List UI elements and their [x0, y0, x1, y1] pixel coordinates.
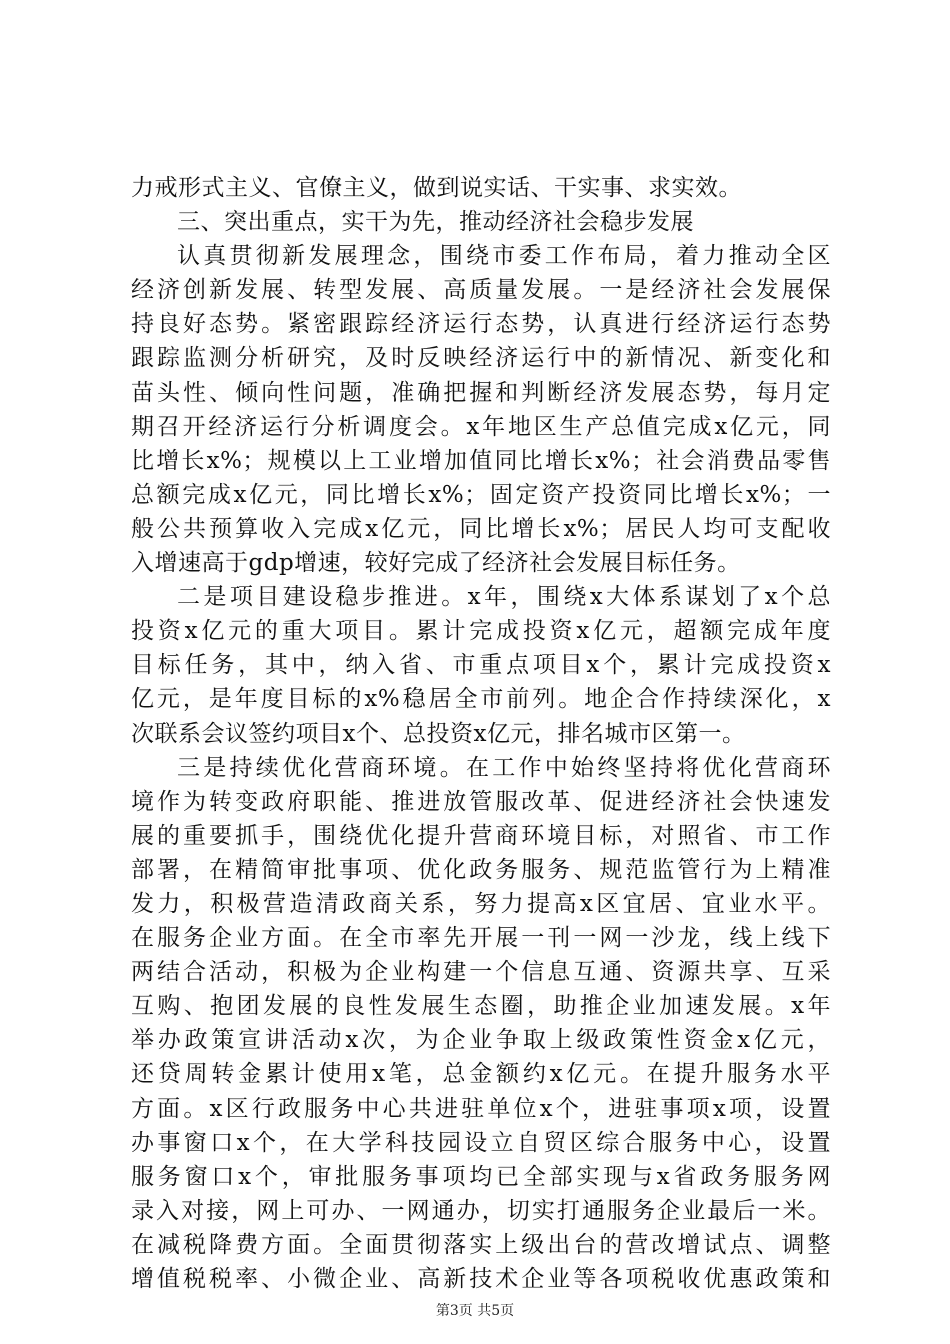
text-line: 三是持续优化营商环境。在工作中始终坚持将优化营商环 — [177, 754, 831, 781]
text-line: 还贷周转金累计使用x笔，总金额约x亿元。在提升服务水平 — [131, 1061, 831, 1088]
text-line: 次联系会议签约项目x个、总投资x亿元，排名城市区第一。 — [131, 720, 746, 747]
text-line: 举办政策宣讲活动x次，为企业争取上级政策性资金x亿元， — [131, 1027, 831, 1054]
text-line: 苗头性、倾向性问题，准确把握和判断经济发展态势，每月定 — [131, 379, 831, 406]
page-number-footer: 第3页 共5页 — [435, 1303, 515, 1319]
text-line: 比增长x%；规模以上工业增加值同比增长x%；社会消费品零售 — [131, 447, 831, 474]
text-line: 服务窗口x个，审批服务事项均已全部实现与x省政务服务网 — [131, 1163, 831, 1190]
text-line: 在减税降费方面。全面贯彻落实上级出台的营改增试点、调整 — [131, 1231, 831, 1258]
text-line: 亿元，是年度目标的x%稳居全市前列。地企合作持续深化，x — [131, 686, 831, 713]
text-line: 跟踪监测分析研究，及时反映经济运行中的新情况、新变化和 — [131, 345, 831, 372]
text-line: 目标任务，其中，纳入省、市重点项目x个，累计完成投资x — [131, 652, 831, 679]
text-line: 总额完成x亿元，同比增长x%；固定资产投资同比增长x%；一 — [131, 481, 831, 508]
text-line: 认真贯彻新发展理念，围绕市委工作布局，着力推动全区 — [177, 243, 831, 270]
text-line: 发力，积极营造清政商关系，努力提高x区宜居、宜业水平。 — [131, 890, 831, 917]
text-line: 录入对接，网上可办、一网通办，切实打通服务企业最后一米。 — [131, 1197, 831, 1224]
text-line: 入增速高于gdp增速，较好完成了经济社会发展目标任务。 — [131, 550, 741, 577]
text-line: 经济创新发展、转型发展、高质量发展。一是经济社会发展保 — [131, 277, 831, 304]
text-line: 部署，在精简审批事项、优化政务服务、规范监管行为上精准 — [131, 856, 831, 883]
section-heading: 三、突出重点，实干为先，推动经济社会稳步发展 — [177, 209, 694, 236]
text-line: 持良好态势。紧密跟踪经济运行态势，认真进行经济运行态势 — [131, 311, 831, 338]
text-line: 力戒形式主义、官僚主义，做到说实话、干实事、求实效。 — [131, 175, 742, 201]
text-line: 方面。x区行政服务中心共进驻单位x个，进驻事项x项，设置 — [131, 1095, 831, 1122]
text-line: 境作为转变政府职能、推进放管服改革、促进经济社会快速发 — [131, 788, 831, 815]
text-line: 投资x亿元的重大项目。累计完成投资x亿元，超额完成年度 — [131, 618, 831, 645]
text-line: 互购、抱团发展的良性发展生态圈，助推企业加速发展。x年 — [131, 993, 831, 1020]
text-line: 展的重要抓手，围绕优化提升营商环境目标，对照省、市工作 — [131, 822, 831, 849]
text-line: 般公共预算收入完成x亿元，同比增长x%；居民人均可支配收 — [131, 515, 831, 542]
text-line: 二是项目建设稳步推进。x年，围绕x大体系谋划了x个总 — [177, 584, 831, 611]
text-line: 办事窗口x个，在大学科技园设立自贸区综合服务中心，设置 — [131, 1129, 831, 1156]
text-line: 两结合活动，积极为企业构建一个信息互通、资源共享、互采 — [131, 959, 831, 986]
text-line: 期召开经济运行分析调度会。x年地区生产总值完成x亿元，同 — [131, 413, 831, 440]
document-body — [131, 171, 831, 1296]
text-line: 增值税税率、小微企业、高新技术企业等各项税收优惠政策和 — [131, 1266, 831, 1292]
text-line: 在服务企业方面。在全市率先开展一刊一网一沙龙，线上线下 — [131, 925, 831, 952]
